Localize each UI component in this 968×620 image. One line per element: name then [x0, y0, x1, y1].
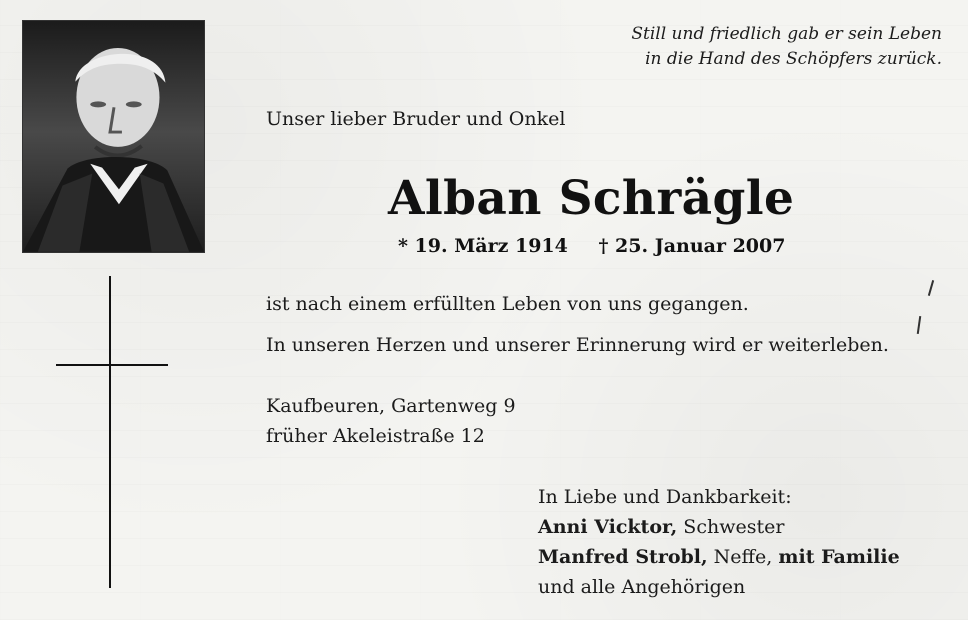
deceased-name: Alban Schrägle: [388, 171, 795, 226]
life-dates: [398, 235, 785, 257]
family-person-2-extra: mit Familie: [778, 546, 900, 568]
family-intro: In Liebe und Dankbarkeit:: [538, 486, 792, 508]
cross-horizontal-bar: [56, 364, 168, 366]
family-person-1-name: Anni Vicktor,: [538, 516, 678, 538]
print-mark: [928, 280, 934, 296]
family-signature-block: [538, 482, 958, 602]
cross-vertical-bar: [109, 276, 111, 588]
message-line-1: ist nach einem erfüllten Leben von uns gegangen.: [266, 293, 749, 315]
memorial-cross-icon: [56, 276, 168, 588]
portrait-photo-icon: [23, 21, 204, 252]
message-line-2: In unseren Herzen und unserer Erinnerung wird er weiterleben.: [266, 334, 889, 356]
family-person-2-relation: Neffe,: [707, 546, 779, 568]
address-former: früher Akeleistraße 12: [266, 425, 485, 447]
portrait-photo: [22, 20, 205, 253]
print-mark: [917, 316, 921, 334]
motto-line-2: in die Hand des Schöpfers zurück.: [645, 48, 942, 69]
death-date: † 25. Januar 2007: [598, 235, 786, 257]
family-closing: und alle Angehörigen: [538, 576, 746, 598]
family-person-1-relation: Schwester: [677, 516, 785, 538]
address-current: Kaufbeuren, Gartenweg 9: [266, 395, 516, 417]
birth-date: * 19. März 1914: [398, 235, 568, 257]
family-person-1: [538, 512, 958, 542]
obituary-motto: [622, 22, 942, 71]
motto-line-1: Still und friedlich gab er sein Leben: [631, 24, 942, 44]
intro-text: Unser lieber Bruder und Onkel: [266, 108, 566, 130]
family-person-2-name: Manfred Strobl,: [538, 546, 708, 568]
family-person-2: [538, 542, 958, 572]
